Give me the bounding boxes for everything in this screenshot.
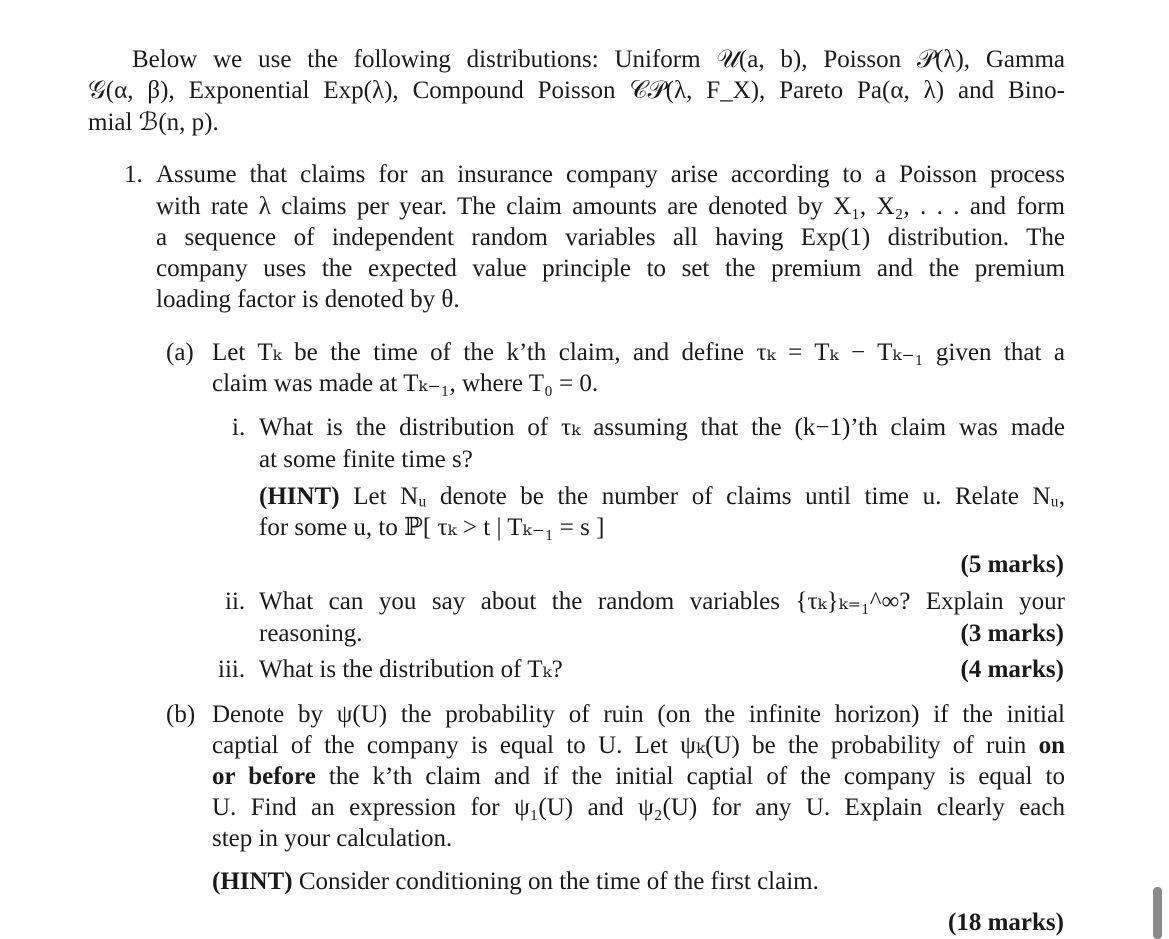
part-b-hint-text: Consider conditioning on the time of the first claim. xyxy=(298,868,819,895)
intro-line-3: mial ℬ(n, p). xyxy=(88,109,219,136)
part-b-line-2 xyxy=(212,731,1065,761)
subpart-i-label: i. xyxy=(232,414,246,441)
subpart-ii-label: ii. xyxy=(225,588,246,615)
subpart-ii-line-2: reasoning. xyxy=(259,620,363,647)
part-b-line-4: U. Find an expression for ψ₁(U) and ψ₂(U) for any U. Explain clearly each xyxy=(212,794,1065,821)
part-a-line-2: claim was made at Tₖ₋₁, where T₀ = 0. xyxy=(212,370,599,397)
part-b-line-2-text: captial of the company is equal to U. Let ψₖ(U) be the probability of ruin xyxy=(212,732,1027,759)
question-number: 1. xyxy=(124,161,143,188)
hint-label: (HINT) xyxy=(259,483,340,510)
subpart-iii-marks: (4 marks) xyxy=(960,656,1064,683)
subpart-ii-marks: (3 marks) xyxy=(960,620,1064,647)
part-b-line-3-text: the k’th claim and if the initial captial of the company is equal to xyxy=(328,763,1066,790)
hint-text: Let Nᵤ denote be the number of claims until time u. Relate Nᵤ, xyxy=(353,483,1065,510)
scrollbar-thumb[interactable] xyxy=(1153,887,1162,939)
subpart-iii-line-1: What is the distribution of Tₖ? xyxy=(259,656,563,683)
subpart-i-hint-line-2: for some u, to ℙ[ τₖ > t | Tₖ₋₁ = s ] xyxy=(259,514,605,541)
subpart-i-marks: (5 marks) xyxy=(960,551,1064,578)
question-line-3: a sequence of independent random variables all having Exp(1) distribution. The xyxy=(156,224,1065,251)
subpart-i-line-2: at some finite time s? xyxy=(259,446,473,473)
part-b-line-1: Denote by ψ(U) the probability of ruin (on the infinite horizon) if the initial xyxy=(212,701,1065,728)
subpart-ii-line-1: What can you say about the random variables {τₖ}ₖ₌₁^∞? Explain your xyxy=(259,588,1065,615)
part-b-marks: (18 marks) xyxy=(948,909,1064,936)
part-a-line-1: Let Tₖ be the time of the k’th claim, and define τₖ = Tₖ − Tₖ₋₁ given that a xyxy=(212,339,1065,366)
part-b-emphasis-or-before: or before xyxy=(212,763,316,790)
intro-line-2: 𝒢(α, β), Exponential Exp(λ), Compound Poisson 𝒞𝒫(λ, F_X), Pareto Pa(α, λ) and Bino- xyxy=(88,77,1065,104)
question-line-5: loading factor is denoted by θ. xyxy=(156,286,460,313)
question-line-2: with rate λ claims per year. The claim amounts are denoted by X₁, X₂, . . . and form xyxy=(156,193,1065,220)
part-b-line-5: step in your calculation. xyxy=(212,825,453,852)
part-b-line-3 xyxy=(212,762,1065,792)
part-b-hint xyxy=(212,867,819,897)
question-line-1: Assume that claims for an insurance company arise according to a Poisson process xyxy=(156,161,1065,188)
subpart-i-hint-line-1 xyxy=(259,482,1065,512)
part-b-label: (b) xyxy=(166,701,196,728)
part-b-hint-label: (HINT) xyxy=(212,868,293,895)
question-line-4: company uses the expected value principle to set the premium and the premium xyxy=(156,255,1065,282)
part-a-label: (a) xyxy=(166,339,194,366)
subpart-i-line-1: What is the distribution of τₖ assuming that the (k−1)’th claim was made xyxy=(259,414,1065,441)
part-b-emphasis-on: on xyxy=(1038,732,1065,759)
subpart-iii-label: iii. xyxy=(218,656,246,683)
intro-line-1: Below we use the following distributions: Uniform 𝒰(a, b), Poisson 𝒫(λ), Gamma xyxy=(132,46,1065,73)
